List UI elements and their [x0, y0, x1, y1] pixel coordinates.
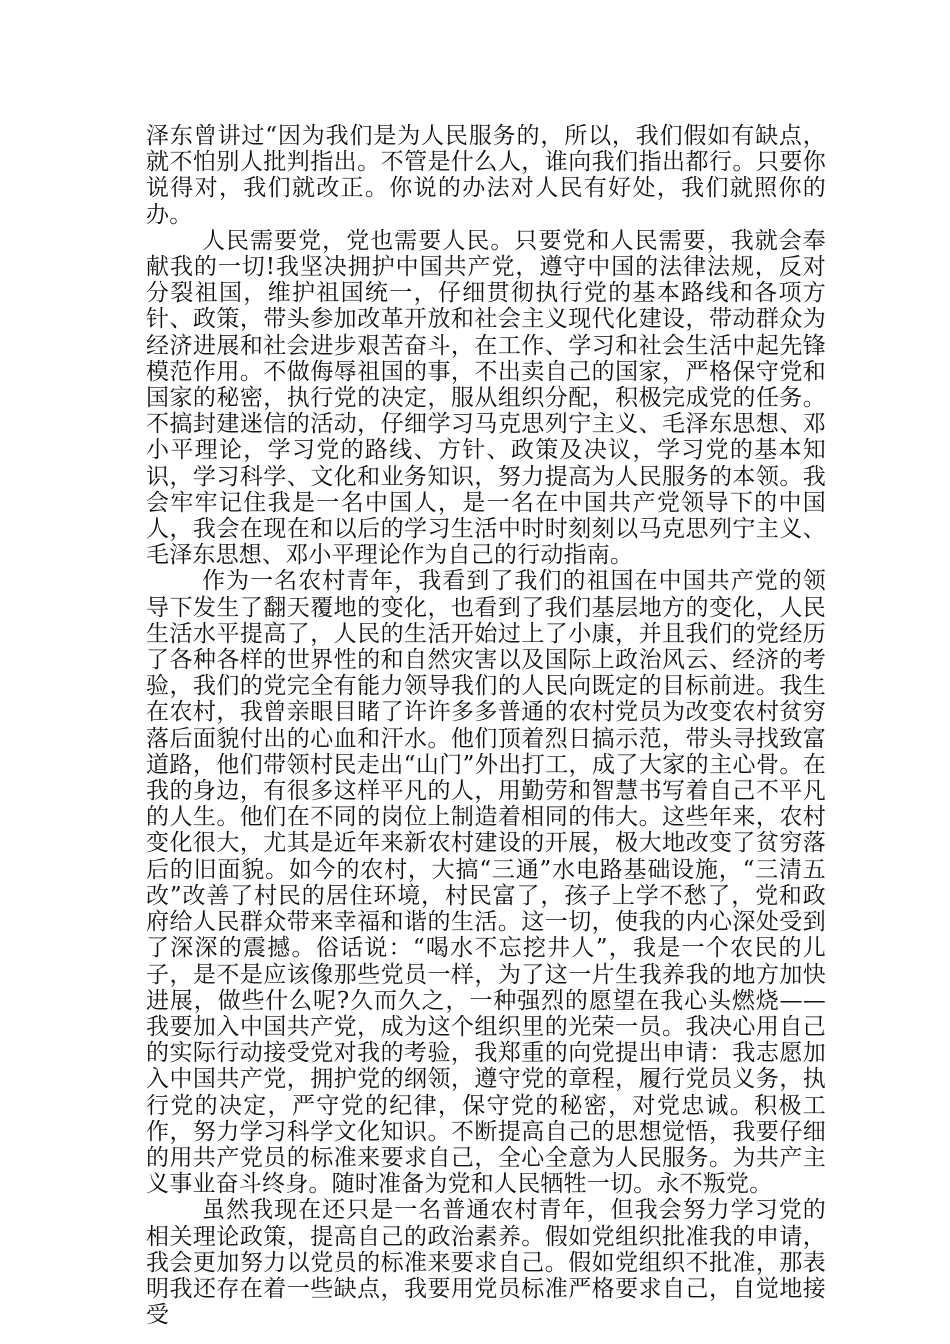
paragraph-4: 虽然我现在还只是一名普通农村青年，但我会努力学习党的相关理论政策，提高自己的政治素养。假如党组织批准我的申请，我会更加努力以党员的标准来要求自己。假如党组织不批准，那表明我还存在着一些缺点，我要用党员标准严格要求自己，自觉地接受	[146, 1197, 826, 1329]
paragraph-1: 泽东曾讲过“因为我们是为人民服务的，所以，我们假如有缺点，就不怕别人批判指出。不管是什么人，谁向我们指出都行。只要你说得对，我们就改正。你说的办法对人民有好处，我们就照你的办。	[146, 123, 826, 228]
body-text	[146, 123, 826, 1328]
paragraph-2: 人民需要党，党也需要人民。只要党和人民需要，我就会奉献我的一切!我坚决拥护中国共产党，遵守中国的法律法规，反对分裂祖国，维护祖国统一，仔细贯彻执行党的基本路线和各项方针、政策，带头参加改革开放和社会主义现代化建设，带动群众为经济进展和社会进步艰苦奋斗，在工作、学习和社会生活中起先锋模范作用。不做侮辱祖国的事，不出卖自己的国家，严格保守党和国家的秘密，执行党的决定，服从组织分配，积极完成党的任务。不搞封建迷信的活动，仔细学习马克思列宁主义、毛泽东思想、邓小平理论，学习党的路线、方针、政策及决议，学习党的基本知识，学习科学、文化和业务知识，努力提高为人民服务的本领。我会牢牢记住我是一名中国人，是一名在中国共产党领导下的中国人，我会在现在和以后的学习生活中时时刻刻以马克思列宁主义、毛泽东思想、邓小平理论作为自己的行动指南。	[146, 227, 826, 569]
paragraph-3: 作为一名农村青年，我看到了我们的祖国在中国共产党的领导下发生了翻天覆地的变化，也看到了我们基层地方的变化，人民生活水平提高了，人民的生活开始过上了小康，并且我们的党经历了各种各样的世界性的和自然灾害以及国际上政治风云、经济的考验，我们的党完全有能力领导我们的人民向既定的目标前进。我生在农村，我曾亲眼目睹了许许多多普通的农村党员为改变农村贫穷落后面貌付出的心血和汗水。他们顶着烈日搞示范，带头寻找致富道路，他们带领村民走出“山门”外出打工，成了大家的主心骨。在我的身边，有很多这样平凡的人，用勤劳和智慧书写着自己不平凡的人生。他们在不同的岗位上制造着相同的伟大。这些年来，农村变化很大，尤其是近年来新农村建设的开展，极大地改变了贫穷落后的旧面貌。如今的农村，大搞“三通”水电路基础设施，“三清五改”改善了村民的居住环境，村民富了，孩子上学不愁了，党和政府给人民群众带来幸福和谐的生活。这一切，使我的内心深处受到了深深的震撼。俗话说：“喝水不忘挖井人”，我是一个农民的儿子，是不是应该像那些党员一样，为了这一片生我养我的地方加快进展，做些什么呢?久而久之，一种强烈的愿望在我心头燃烧——我要加入中国共产党，成为这个组织里的光荣一员。我决心用自己的实际行动接受党对我的考验，我郑重的向党提出申请：我志愿加入中国共产党，拥护党的纲领，遵守党的章程，履行党员义务，执行党的决定，严守党的纪律，保守党的秘密，对党忠诚。积极工作，努力学习科学文化知识。不断提高自己的思想觉悟，我要仔细的用共产党员的标准来要求自己，全心全意为人民服务。为共产主义事业奋斗终身。随时准备为党和人民牺牲一切。永不叛党。	[146, 568, 826, 1198]
